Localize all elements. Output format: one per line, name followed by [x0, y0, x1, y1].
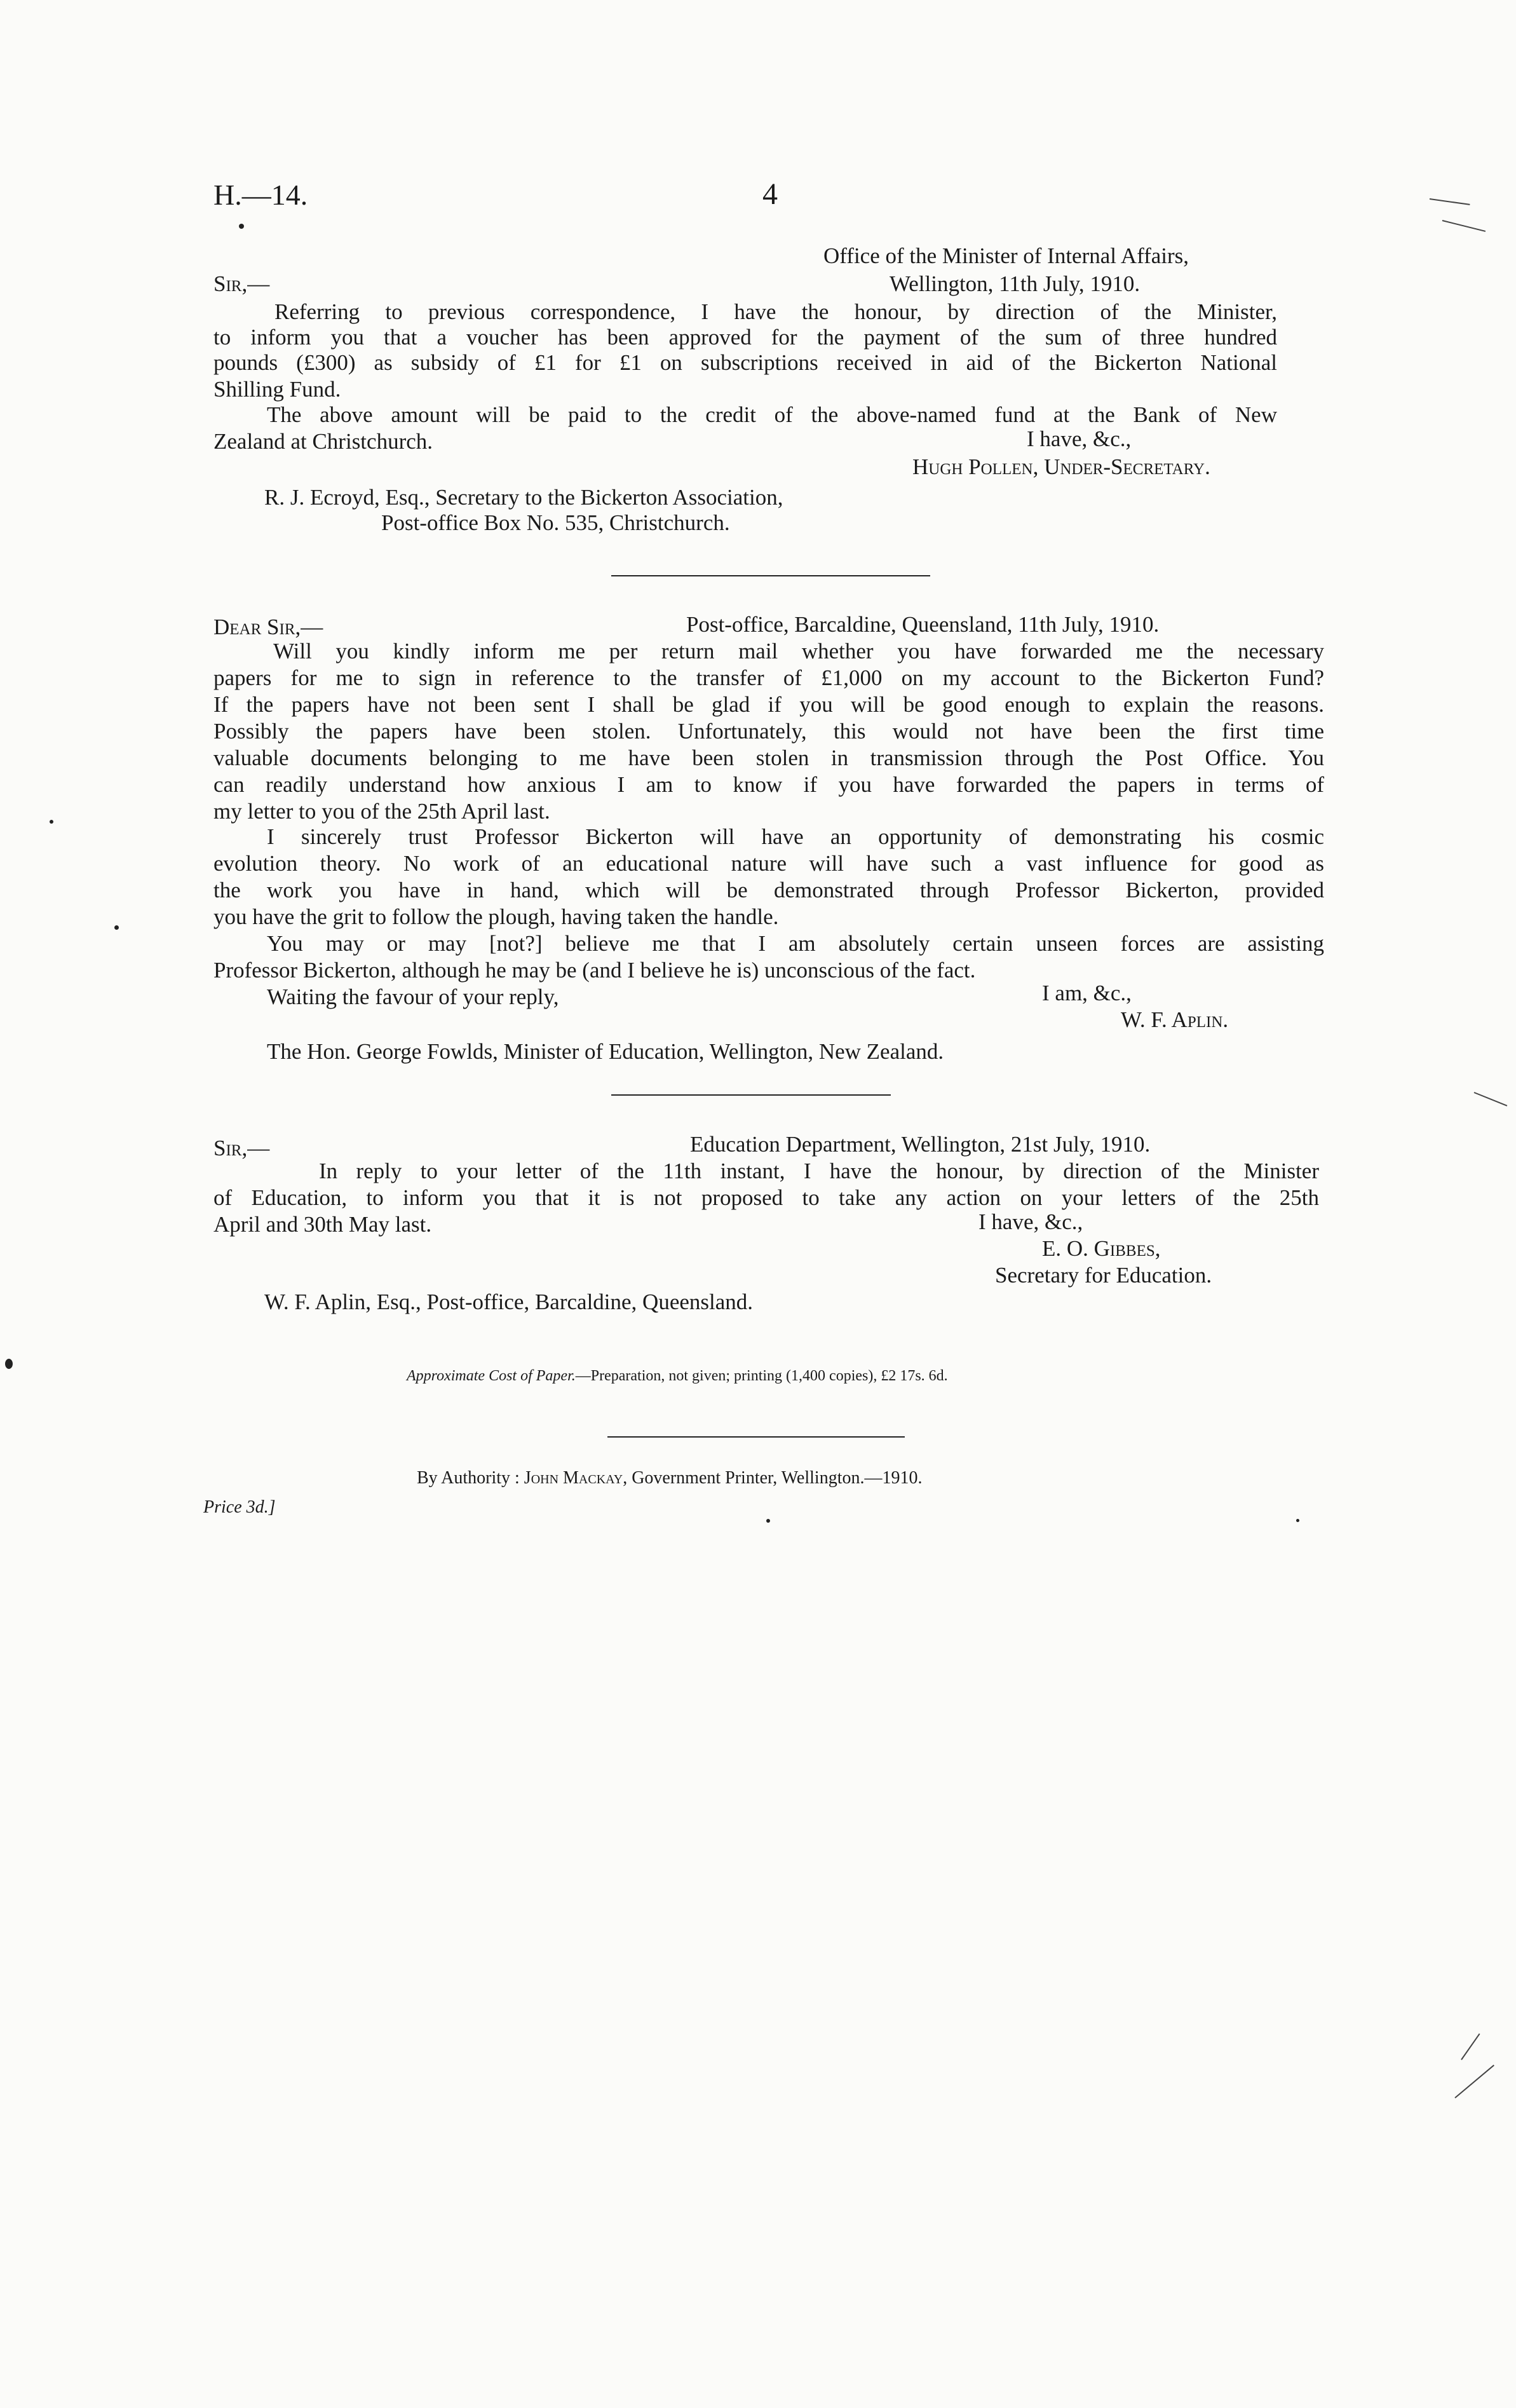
body-line: You may or may [not?] believe me that I am absolutely certain unseen forces are assisting	[267, 931, 1324, 956]
body-line: my letter to you of the 25th April last.	[213, 799, 550, 824]
closing: I have, &c.,	[978, 1209, 1083, 1234]
body-line: Zealand at Christchurch.	[213, 429, 433, 454]
cost-text: —Preparation, not given; printing (1,400 copies), £2 17s. 6d.	[575, 1368, 948, 1384]
salutation: Dear Sir,—	[213, 615, 323, 639]
body-line: of Education, to inform you that it is not proposed to take any action on your letters of the 25th	[213, 1185, 1319, 1210]
page-number: 4	[762, 177, 778, 211]
price: Price 3d.]	[203, 1497, 276, 1517]
closing: I am, &c.,	[1042, 981, 1132, 1005]
scan-mark	[1454, 2065, 1494, 2098]
scan-speck	[50, 820, 53, 824]
sender-line-1: Office of the Minister of Internal Affairs,	[823, 243, 1189, 268]
addressee: W. F. Aplin, Esq., Post-office, Barcaldine, Queensland.	[264, 1289, 754, 1314]
sender-line-2: Wellington, 11th July, 1910.	[890, 271, 1140, 296]
divider	[611, 575, 930, 576]
cost-of-paper	[407, 1368, 948, 1385]
authority-prefix: By Authority :	[417, 1468, 520, 1488]
closing: I have, &c.,	[1027, 426, 1132, 451]
divider	[611, 1094, 891, 1096]
scan-mark	[1461, 2033, 1480, 2060]
addressee-line-1: R. J. Ecroyd, Esq., Secretary to the Bickerton Association,	[264, 485, 783, 510]
authority-line	[417, 1468, 922, 1488]
body-line: evolution theory. No work of an educational nature will have such a vast influence for good as	[213, 851, 1324, 876]
authority-name: John Mackay,	[524, 1468, 628, 1488]
scan-mark	[1430, 198, 1470, 205]
salutation: Sir,—	[213, 271, 270, 296]
body-line: Shilling Fund.	[213, 377, 341, 402]
signature-name: E. O. Gibbes,	[1042, 1236, 1161, 1261]
body-line: I sincerely trust Professor Bickerton will have an opportunity of demonstrating his cosmic	[267, 824, 1324, 849]
body-line: Professor Bickerton, although he may be (and I believe he is) unconscious of the fact.	[213, 958, 976, 983]
signature: Hugh Pollen, Under-Secretary.	[912, 454, 1210, 479]
scan-speck	[5, 1359, 13, 1369]
body-line: the work you have in hand, which will be demonstrated through Professor Bickerton, provided	[213, 878, 1324, 902]
body-line: Will you kindly inform me per return mail whether you have forwarded me the necessary	[273, 639, 1324, 663]
scan-speck	[1296, 1519, 1299, 1522]
body-line: Waiting the favour of your reply,	[267, 984, 559, 1009]
body-line: Possibly the papers have been stolen. Unfortunately, this would not have been the first time	[213, 719, 1324, 744]
scan-speck	[766, 1519, 770, 1523]
body-line: can readily understand how anxious I am to know if you have forwarded the papers in terms of	[213, 772, 1324, 797]
sender-line: Education Department, Wellington, 21st July, 1910.	[690, 1132, 1151, 1157]
body-line: If the papers have not been sent I shall be glad if you will be good enough to explain the reasons.	[213, 692, 1324, 717]
scan-speck	[114, 925, 119, 930]
divider	[607, 1436, 905, 1438]
signature: W. F. Aplin.	[1121, 1007, 1229, 1032]
addressee-line-2: Post-office Box No. 535, Christchurch.	[381, 510, 730, 535]
scan-mark	[1474, 1092, 1508, 1106]
signature-title: Secretary for Education.	[995, 1263, 1212, 1288]
body-line: valuable documents belonging to me have been stolen in transmission through the Post Office. You	[213, 745, 1324, 770]
body-line: April and 30th May last.	[213, 1212, 432, 1237]
body-line: The above amount will be paid to the credit of the above-named fund at the Bank of New	[267, 402, 1277, 427]
scan-mark	[1442, 220, 1486, 232]
sender-line: Post-office, Barcaldine, Queensland, 11th July, 1910.	[686, 612, 1160, 637]
addressee: The Hon. George Fowlds, Minister of Education, Wellington, New Zealand.	[267, 1039, 944, 1064]
cost-label: Approximate Cost of Paper.	[407, 1368, 576, 1384]
scan-speck	[239, 224, 244, 229]
body-line: In reply to your letter of the 11th instant, I have the honour, by direction of the Minister	[319, 1159, 1319, 1183]
body-line: pounds (£300) as subsidy of £1 for £1 on subscriptions received in aid of the Bickerton National	[213, 350, 1277, 375]
salutation: Sir,—	[213, 1136, 270, 1160]
body-line: Referring to previous correspondence, I have the honour, by direction of the Minister,	[274, 299, 1277, 324]
authority-rest: Government Printer, Wellington.—1910.	[632, 1468, 923, 1488]
body-line: to inform you that a voucher has been approved for the payment of the sum of three hundred	[213, 325, 1277, 350]
body-line: you have the grit to follow the plough, having taken the handle.	[213, 904, 779, 929]
body-line: papers for me to sign in reference to the transfer of £1,000 on my account to the Bickerton Fund?	[213, 665, 1324, 690]
document-reference: H.—14.	[213, 179, 308, 211]
